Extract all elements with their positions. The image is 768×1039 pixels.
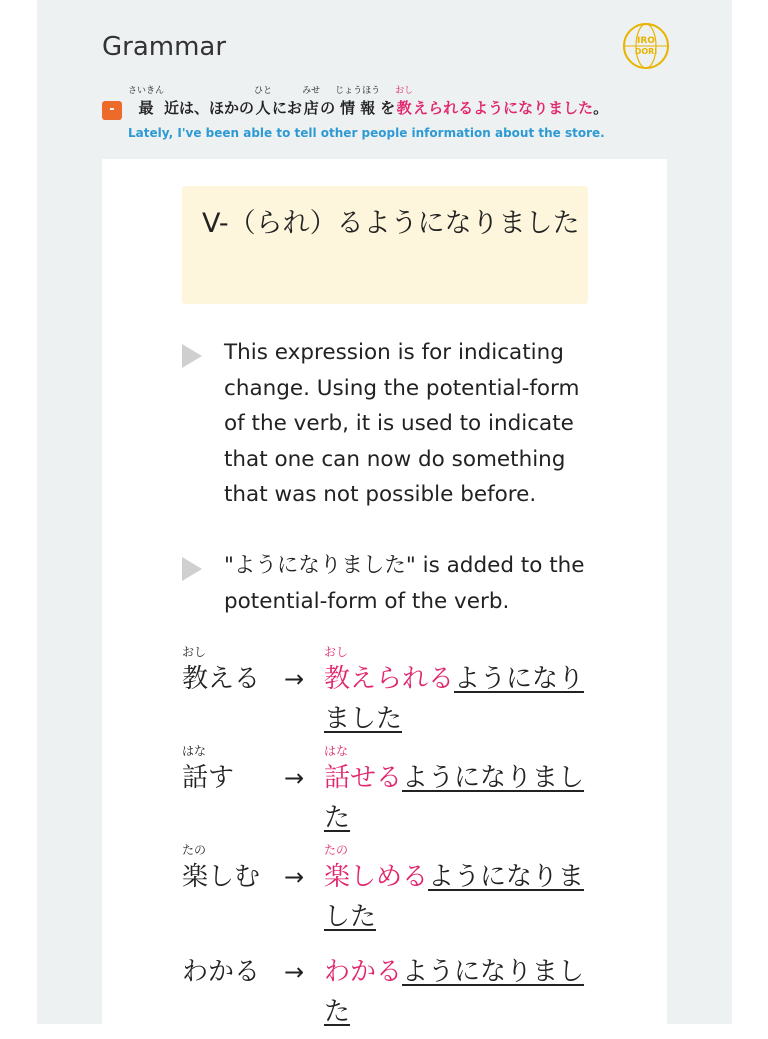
result-ruby: はな: [324, 744, 349, 758]
result-ruby: たの: [324, 843, 349, 857]
arrow-icon: →: [284, 665, 305, 693]
furigana: じょうほう: [335, 86, 381, 96]
triangle-bullet-icon: [182, 557, 202, 581]
svg-text:DORI: DORI: [634, 47, 658, 56]
arrow-icon: →: [284, 764, 305, 792]
arrow-icon: →: [284, 863, 305, 891]
dict-ruby: たの: [182, 843, 207, 857]
sentence-segment: [302, 86, 320, 119]
furigana: [272, 86, 302, 97]
svg-text:IRO: IRO: [637, 36, 655, 46]
potential-form: 楽しめる: [324, 862, 429, 892]
sentence-segment: [320, 86, 335, 119]
result-ruby: [324, 938, 592, 952]
sentence-text: の: [320, 99, 336, 117]
furigana: [380, 86, 395, 97]
furigana: [164, 86, 254, 97]
sentence-segment: [395, 86, 413, 119]
added-ending: ようになりました: [324, 862, 585, 932]
furigana: みせ: [302, 86, 321, 96]
furigana: おし: [395, 86, 414, 96]
sentence-text: 人: [255, 99, 271, 117]
sentence-text: えられるようになりました: [413, 99, 594, 117]
furigana: [413, 86, 593, 97]
dictionary-form: 教える: [182, 664, 261, 694]
sentence-text: 店: [303, 99, 319, 117]
sentence-segment: [335, 86, 380, 119]
irodori-logo: [622, 22, 670, 70]
sentence-segment: [380, 86, 395, 119]
added-ending: ようになりました: [324, 763, 585, 833]
japanese-sentence: [128, 86, 608, 119]
grammar-card: [102, 159, 667, 1039]
sentence-text: 情 報: [339, 99, 376, 117]
added-ending: ようになりました: [324, 664, 585, 734]
furigana: [593, 86, 608, 97]
potential-form: 教えられる: [324, 664, 455, 694]
sentence-segment: [593, 86, 608, 119]
dictionary-form: 話す: [182, 763, 235, 793]
potential-form: わかる: [324, 957, 403, 987]
dictionary-form: 楽しむ: [182, 862, 261, 892]
result-ruby: おし: [324, 645, 349, 659]
sentence-text: 教: [396, 99, 412, 117]
dict-ruby: おし: [182, 645, 207, 659]
triangle-bullet-icon: [182, 344, 202, 368]
explanation-text: This expression is for indicating change. Using the potential-form of the verb, it is used to indicate that one can now do something that was not possible before.: [224, 340, 580, 507]
sentence-text: 。: [593, 99, 609, 117]
sentence-text: 最: [138, 99, 154, 117]
furigana: [320, 86, 335, 97]
potential-form: 話せる: [324, 763, 403, 793]
dictionary-form: わかる: [182, 957, 261, 987]
sentence-text: にお: [272, 99, 303, 117]
sentence-text: 近は、ほかの: [164, 99, 255, 117]
arrow-icon: →: [284, 958, 305, 986]
audio-toggle-button[interactable]: -: [102, 101, 122, 120]
sentence-segment: [254, 86, 272, 119]
english-translation: Lately, I've been able to tell other people information about the store.: [128, 126, 605, 140]
grammar-pattern-box: [182, 186, 588, 304]
furigana: ひと: [254, 86, 273, 96]
grammar-pattern: V-（られ）るようになりました: [202, 208, 580, 239]
sentence-segment: [272, 86, 302, 119]
dict-ruby: [182, 938, 260, 952]
sentence-segment: [128, 86, 164, 119]
explanation-text: "ようになりました" is added to the potential-form of the verb.: [224, 553, 585, 614]
sentence-text: を: [380, 99, 396, 117]
furigana: さいきん: [128, 86, 165, 96]
page-title: Grammar: [102, 32, 227, 62]
sentence-segment: [164, 86, 254, 119]
added-ending: ようになりました: [324, 957, 585, 1027]
sentence-segment: [413, 86, 593, 119]
dict-ruby: はな: [182, 744, 207, 758]
